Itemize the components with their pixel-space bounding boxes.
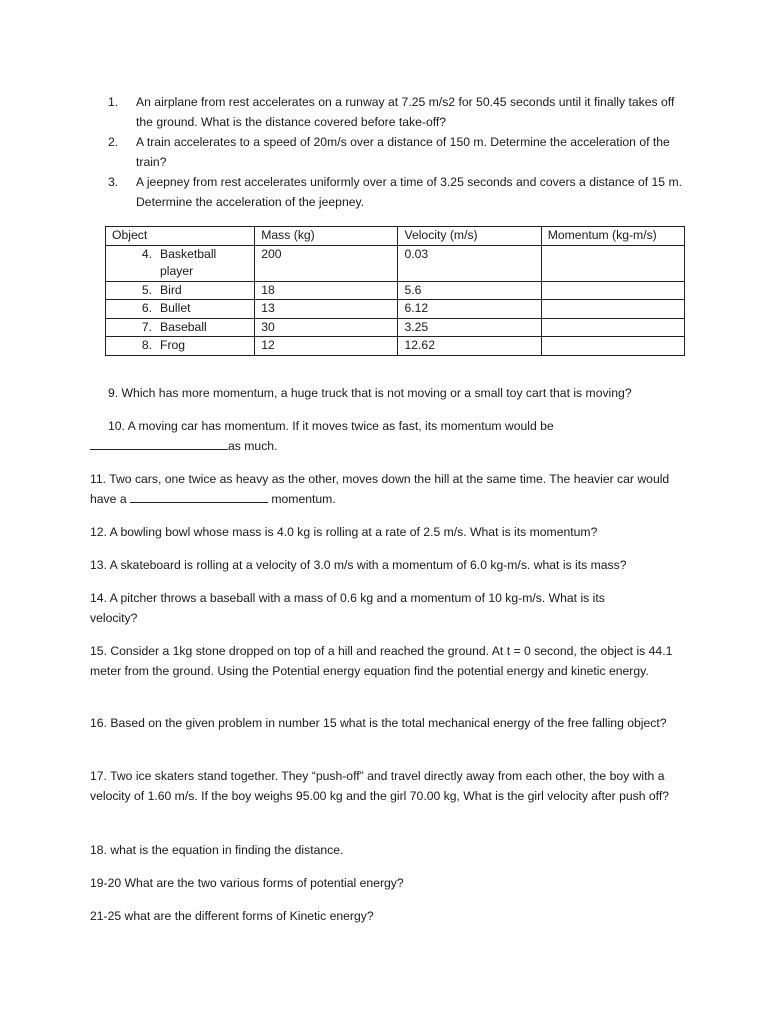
velocity-cell: 12.62: [398, 337, 541, 356]
row-number: 8.: [141, 338, 152, 352]
question-text: An airplane from rest accelerates on a runway at 7.25 m/s2 for 50.45 seconds until it finally takes off the ground. What is the distance covered before take-off?: [136, 95, 675, 129]
momentum-cell: [541, 300, 684, 319]
question-12: 12. A bowling bowl whose mass is 4.0 kg is rolling at a rate of 2.5 m/s. What is its momentum?: [90, 525, 598, 539]
object-name: Baseball: [160, 319, 207, 334]
object-name: Frog: [160, 338, 186, 352]
numbered-question-list: [108, 92, 688, 212]
question-number: 3.: [108, 175, 119, 189]
mass-cell: 12: [255, 337, 398, 356]
row-number: 4.: [141, 246, 152, 261]
table-header-row: [106, 227, 685, 246]
mass-cell: 30: [255, 318, 398, 337]
question-11-suffix: momentum.: [271, 492, 336, 506]
question-21-25: 21-25 what are the different forms of Kinetic energy?: [90, 909, 374, 923]
answer-blank[interactable]: [130, 489, 268, 503]
question-11-text: 11. Two cars, one twice as heavy as the other, moves down the hill at the same time. The heavier car would have a: [90, 472, 670, 506]
header-velocity: Velocity (m/s): [398, 227, 541, 246]
object-name: Bird: [160, 282, 182, 297]
header-momentum: Momentum (kg-m/s): [541, 227, 684, 246]
question-9: 9. Which has more momentum, a huge truck that is not moving or a small toy cart that is moving?: [108, 386, 632, 400]
table-row: [106, 281, 685, 300]
question-text: A train accelerates to a speed of 20m/s over a distance of 150 m. Determine the acceleration of the train?: [136, 135, 670, 169]
object-cell: [106, 318, 255, 337]
velocity-cell: 0.03: [398, 245, 541, 281]
object-cell: [106, 281, 255, 300]
question-15: 15. Consider a 1kg stone dropped on top of a hill and reached the ground. At t = 0 second, the object is 44.1 meter from the ground. Using the Potential energy equation find the potential energy and kinetic energy.: [90, 644, 673, 678]
question-number: 1.: [108, 95, 119, 109]
velocity-cell: 5.6: [398, 281, 541, 300]
question-10: [90, 416, 680, 456]
question-11: [90, 469, 670, 509]
object-name: Bullet: [160, 301, 191, 315]
momentum-cell: [541, 318, 684, 337]
velocity-cell: 6.12: [398, 300, 541, 319]
question-14: 14. A pitcher throws a baseball with a mass of 0.6 kg and a momentum of 10 kg-m/s. What is its velocity?: [90, 591, 605, 625]
row-number: 6.: [141, 301, 152, 315]
question-13: 13. A skateboard is rolling at a velocity of 3.0 m/s with a momentum of 6.0 kg-m/s. what is its mass?: [90, 558, 627, 572]
row-number: 5.: [141, 282, 152, 297]
momentum-table: [105, 226, 685, 356]
row-number: 7.: [141, 319, 152, 334]
question-2: [108, 132, 688, 172]
question-10-suffix: as much.: [228, 439, 278, 453]
mass-cell: 18: [255, 281, 398, 300]
question-3: [108, 172, 688, 212]
momentum-cell: [541, 245, 684, 281]
object-cell: [106, 245, 255, 281]
table-row: [106, 245, 685, 281]
table-row: [106, 300, 685, 319]
table-row: [106, 318, 685, 337]
question-number: 2.: [108, 135, 119, 149]
momentum-cell: [541, 337, 684, 356]
object-name: Basketball player: [160, 246, 217, 278]
question-17: 17. Two ice skaters stand together. They “push-off” and travel directly away from each other, the boy with a velocity of 1.60 m/s. If the boy weighs 95.00 kg and the girl 70.00 kg, What is the girl velocity after push off?: [90, 769, 669, 803]
question-10-text: 10. A moving car has momentum. If it moves twice as fast, its momentum would be: [108, 419, 554, 433]
table-row: [106, 337, 685, 356]
question-18: 18. what is the equation in finding the distance.: [90, 843, 344, 857]
mass-cell: 13: [255, 300, 398, 319]
object-cell: [106, 337, 255, 356]
object-cell: [106, 300, 255, 319]
question-1: [108, 92, 688, 132]
momentum-cell: [541, 281, 684, 300]
question-16: 16. Based on the given problem in number 15 what is the total mechanical energy of the free falling object?: [90, 716, 667, 730]
velocity-cell: 3.25: [398, 318, 541, 337]
mass-cell: 200: [255, 245, 398, 281]
question-19-20: 19-20 What are the two various forms of potential energy?: [90, 876, 404, 890]
question-text: A jeepney from rest accelerates uniformly over a time of 3.25 seconds and covers a distance of 15 m. Determine the acceleration of the jeepney.: [136, 175, 683, 209]
header-object: Object: [106, 227, 255, 246]
answer-blank[interactable]: [90, 436, 228, 450]
header-mass: Mass (kg): [255, 227, 398, 246]
